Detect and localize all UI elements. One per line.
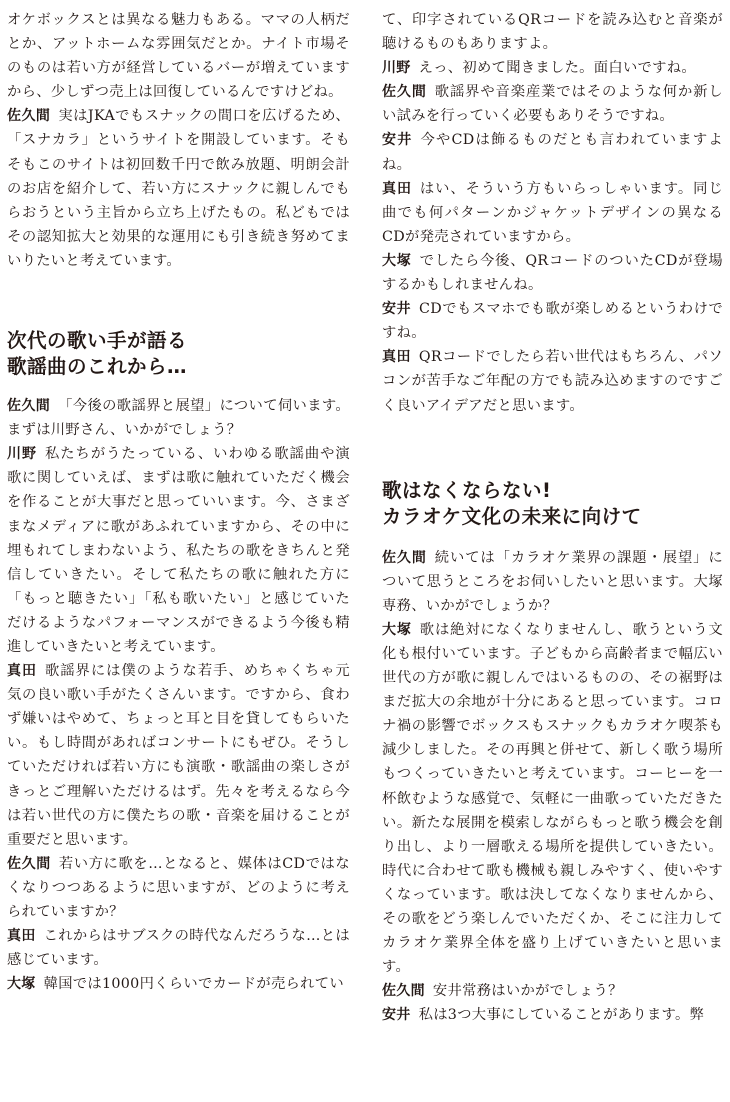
speaker-name: 真田	[7, 663, 37, 680]
speaker-name: 川野	[382, 60, 411, 77]
dialogue-text: 安井常務はいかがでしょう？	[432, 983, 623, 1000]
speaker-name: 大塚	[382, 621, 412, 638]
dialogue-text: CDでもスマホでも歌が楽しめるというわけですね。	[382, 301, 723, 342]
speaker-name: 真田	[7, 928, 36, 945]
dialogue-text: 私は3つ大事にしていることがあります。弊	[418, 1007, 705, 1024]
speaker-name: 川野	[7, 446, 37, 463]
dialogue-paragraph	[382, 546, 723, 618]
dialogue-text: 韓国では1000円くらいでカードが売られてい	[43, 976, 344, 993]
heading-line: 次代の歌い手が語る	[7, 329, 188, 353]
speaker-name: 佐久間	[7, 855, 51, 872]
speaker-name: 大塚	[7, 976, 36, 993]
dialogue-paragraph	[382, 177, 723, 249]
speaker-name: 佐久間	[7, 108, 51, 125]
speaker-name: 佐久間	[382, 549, 427, 566]
dialogue-text: 私たちがうたっている、いわゆる歌謡曲や演歌に関していえば、まずは歌に触れていただく機会を作ることが大事だと思っていいます。今、さまざまなメディアに歌があふれていますから、その中に埋もれてしまわないよう、私たちの歌をきちんと発信していきたい。そして私たちの歌に触れた方に「もっと聴きたい」「私も歌いたい」と感じていただけるようなパフォーマンスができるよう今後も精進していきたいと考えています。	[7, 446, 350, 655]
dialogue-text: これからはサブスクの時代なんだろうな…とは感じています。	[7, 928, 350, 969]
dialogue-text: でしたら今後、QRコードのついたCDが登場するかもしれませんね。	[382, 252, 723, 294]
speaker-name: 佐久間	[382, 84, 427, 101]
dialogue-text: 歌謡界や音楽産業ではそのような何か新しい試みを行っていく必要もありそうですね。	[382, 84, 724, 125]
dialogue-paragraph	[382, 249, 723, 297]
dialogue-text: 「今後の歌謡界と展望」について伺います。まずは川野さん、いかがでしょう？	[7, 398, 350, 439]
speaker-name: 真田	[382, 180, 412, 197]
dialogue-text: えっ、初めて聞きました。面白いですね。	[418, 60, 696, 77]
dialogue-paragraph	[7, 104, 350, 273]
dialogue-paragraph	[7, 442, 350, 659]
section-heading	[7, 328, 350, 380]
heading-line: 歌謡曲のこれから…	[7, 355, 188, 379]
left-column	[7, 8, 350, 996]
dialogue-paragraph	[382, 297, 723, 345]
dialogue-text: 若い方に歌を…となると、媒体はCDではなくなりつつあるように思いますが、どのように考えられていますか？	[7, 855, 350, 920]
dialogue-paragraph	[7, 659, 350, 852]
intro-paragraph: オケボックスとは異なる魅力もある。ママの人柄だとか、アットホームな雰囲気だとか。ナイト市場そのものは若い方が経営しているバーが増えていますから、少しずつ売上は回復しているんですけどね。	[7, 12, 350, 101]
dialogue-paragraph	[382, 345, 723, 417]
dialogue-text: QRコードでしたら若い世代はもちろん、パソコンが苦手なご年配の方でも読み込めますのですごく良いアイデアだと思います。	[382, 349, 723, 414]
dialogue-text: はい、そういう方もいらっしゃいます。同じ曲でも何パターンかジャケットデザインの異なるCDが発売されていますから。	[382, 180, 723, 245]
dialogue-text: 歌は絶対になくなりませんし、歌うという文化も根付いています。子どもから高齢者まで幅広い世代の方が歌に親しんではいるものの、その裾野はまだ拡大の余地が十分にあると思っています。コロナ禍の影響でボックスもスナックもカラオケ喫茶も減少しました。その再興と併せて、新しく歌う場所もつくっていきたいと考えています。コーヒーを一杯飲むような感覚で、気軽に一曲歌っていただきたい。新たな展開を模索しながらもっと歌う機会を創り出し、より一層歌える場所を提供していきたい。時代に合わせて歌も機械も親しみやすく、使いやすくなっています。歌は決してなくなりませんから、その歌をどう楽しんでいただくか、そこに注力してカラオケ業界全体を盛り上げていきたいと思います。	[382, 621, 723, 976]
dialogue-paragraph	[7, 394, 350, 442]
speaker-name: 佐久間	[7, 398, 51, 415]
dialogue-paragraph	[382, 56, 723, 80]
speaker-name: 安井	[382, 132, 413, 149]
speaker-name: 安井	[382, 301, 412, 318]
heading-line: カラオケ文化の未来に向けて	[382, 504, 642, 528]
speaker-name: 佐久間	[382, 983, 425, 1000]
dialogue-paragraph	[7, 852, 350, 924]
speaker-name: 大塚	[382, 252, 412, 269]
dialogue-paragraph	[7, 924, 350, 972]
continued-paragraph: て、印字されているQRコードを読み込むと音楽が聴けるものもありますよ。	[382, 12, 723, 53]
dialogue-paragraph	[382, 618, 723, 979]
section-heading	[382, 478, 723, 530]
right-column	[382, 8, 723, 1027]
dialogue-paragraph	[382, 80, 723, 128]
dialogue-text: 実はJKAでもスナックの間口を広げるため、「スナカラ」というサイトを開設しています。そもそもこのサイトは初回数千円で飲み放題、明朗会計のお店を紹介して、若い方にスナックに親しんでもらおうという主旨から立ち上げたもの。私どもではその認知拡大と効果的な運用にも引き続き努めてまいりたいと考えています。	[7, 108, 351, 269]
dialogue-text: 続いては「カラオケ業界の課題・展望」について思うところをお伺いしたいと思います。大塚専務、いかがでしょうか？	[382, 549, 723, 614]
speaker-name: 真田	[382, 349, 411, 366]
heading-line: 歌はなくならない!	[382, 478, 552, 502]
dialogue-text: 歌謡界には僕のような若手、めちゃくちゃ元気の良い歌い手がたくさんいます。ですから、食わず嫌いはやめて、ちょっと耳と目を貸してもらいたい。もし時間があればコンサートにもぜひ。そうしていただければ若い方にも演歌・歌謡曲の楽しさがきっとご理解いただけるはず。先々を考えるなら今は若い世代の方に僕たちの歌・音楽を届けることが重要だと思います。	[7, 663, 350, 848]
dialogue-paragraph	[7, 972, 350, 996]
dialogue-paragraph	[382, 128, 723, 176]
dialogue-paragraph	[382, 1003, 723, 1027]
speaker-name: 安井	[382, 1007, 411, 1024]
dialogue-paragraph	[382, 979, 723, 1003]
dialogue-text: 今やCDは飾るものだとも言われていますよね。	[382, 132, 723, 173]
